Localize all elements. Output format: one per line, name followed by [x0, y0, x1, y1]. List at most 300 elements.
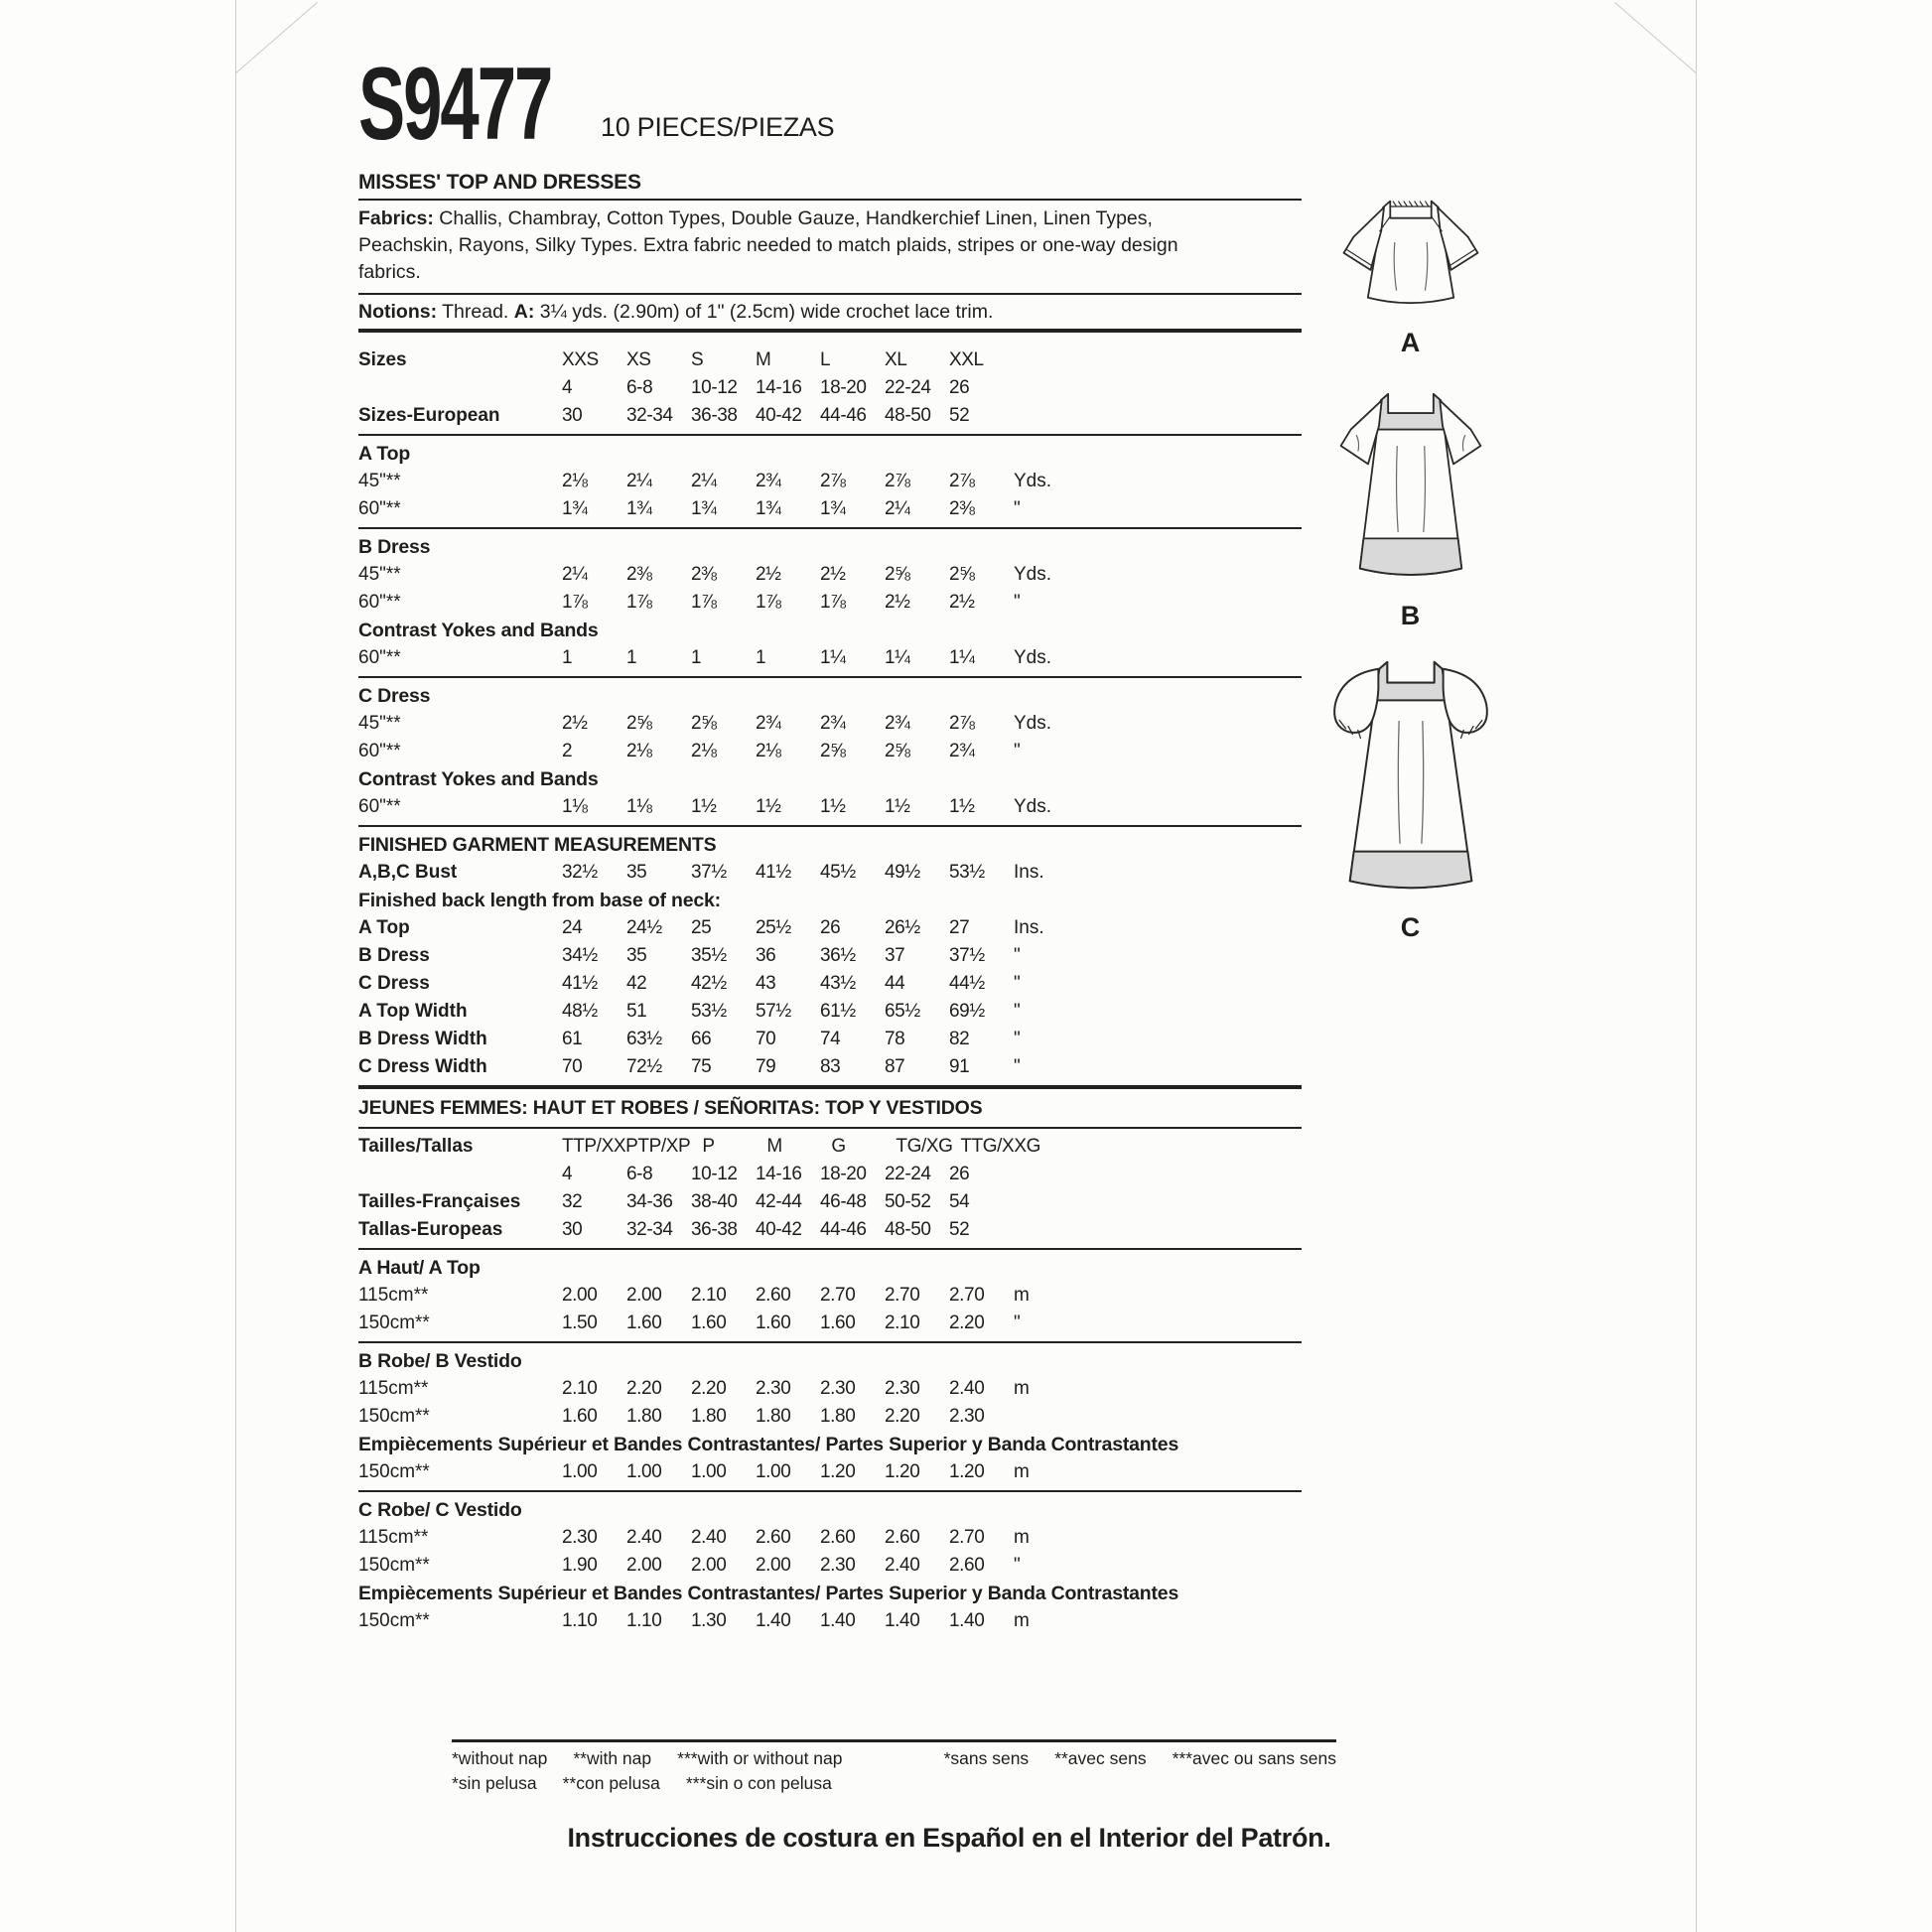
table-cell: 35: [626, 945, 647, 966]
table-cell: 32: [562, 1191, 583, 1212]
unit-cell: Yds.: [1014, 796, 1052, 817]
table-cell: 38-40: [691, 1191, 738, 1212]
section-heading: [358, 682, 1302, 710]
fr-table: [358, 1085, 1302, 1635]
table-cell: 2.30: [949, 1406, 985, 1427]
notions-text: 3¼ yds. (2.90m) of 1" (2.5cm) wide crochet lace trim.: [534, 301, 994, 323]
table-cell: 1¾: [562, 498, 588, 519]
table-cell: 36-38: [691, 405, 738, 426]
section-heading: [358, 887, 1302, 914]
table-row: [358, 914, 1302, 942]
table-cell: 1.30: [691, 1610, 727, 1631]
table-cell: 2.60: [885, 1527, 920, 1548]
section-heading: [358, 1254, 1302, 1282]
table-row: [358, 1310, 1302, 1337]
unit-cell: Yds.: [1014, 471, 1052, 491]
footnote-item: **with nap: [573, 1748, 652, 1768]
table-cell: 1.80: [756, 1406, 791, 1427]
table-cell: 30: [562, 1219, 583, 1240]
garment-label: B: [1400, 601, 1422, 630]
row-label: 150cm**: [358, 1555, 430, 1576]
row-label: 45"**: [358, 564, 401, 585]
spanish-instructions-note: Instrucciones de costura en Español en el Interior del Patrón.: [567, 1823, 1331, 1853]
table-cell: 2⅝: [885, 741, 910, 761]
footnote-item: ***avec ou sans sens: [1172, 1748, 1336, 1768]
footnote-item: *sin pelusa: [452, 1773, 537, 1793]
table-cell: 1¾: [691, 498, 717, 519]
table-cell: 4: [562, 1164, 573, 1184]
table-cell: 2.30: [820, 1555, 856, 1576]
table-cell: 2.70: [885, 1285, 920, 1306]
table-cell: 2⅝: [691, 713, 717, 734]
section-heading-label: B Dress: [358, 536, 431, 558]
table-cell: 65½: [885, 1001, 920, 1022]
section-divider: [358, 676, 1302, 678]
table-cell: 1.60: [626, 1312, 662, 1333]
table-cell: 40-42: [756, 405, 802, 426]
row-label: A Top: [358, 917, 410, 938]
table-cell: 1⅞: [820, 592, 846, 613]
table-cell: L: [820, 349, 831, 370]
table-cell: 40-42: [756, 1219, 802, 1240]
section-divider: [358, 1341, 1302, 1343]
table-row: [358, 710, 1302, 738]
table-row: [358, 738, 1302, 765]
table-cell: 2½: [562, 713, 588, 734]
unit-cell: [1014, 1188, 1073, 1216]
table-cell: 1.50: [562, 1312, 598, 1333]
page-title: MISSES' TOP AND DRESSES: [358, 171, 641, 194]
row-label: Tailles/Tallas: [358, 1136, 474, 1157]
table-cell: 1.20: [820, 1461, 856, 1482]
table-cell: 2.40: [949, 1378, 985, 1399]
section-heading: [358, 1347, 1302, 1375]
unit-cell: m: [1014, 1378, 1030, 1399]
table-cell: 1.60: [756, 1312, 791, 1333]
table-cell: 42: [626, 973, 647, 994]
row-label: 45"**: [358, 713, 401, 734]
table-cell: 2.20: [885, 1406, 920, 1427]
table-cell: 2.60: [949, 1555, 985, 1576]
table-cell: 42½: [691, 973, 727, 994]
table-cell: 54: [949, 1191, 970, 1212]
table-cell: 2.00: [626, 1555, 662, 1576]
fabrics-label: Fabrics:: [358, 207, 434, 229]
section-divider: [358, 199, 1302, 201]
unit-cell: [1014, 1161, 1073, 1188]
table-row: [358, 1026, 1302, 1053]
row-label: 115cm**: [358, 1527, 429, 1548]
table-cell: 2⅛: [756, 741, 781, 761]
envelope-corner-fold: [235, 2, 318, 78]
unit-cell: ": [1014, 1312, 1021, 1333]
table-row: [358, 1375, 1302, 1403]
unit-cell: [1014, 1403, 1073, 1431]
table-cell: 2.00: [691, 1555, 727, 1576]
table-cell: 1.80: [820, 1406, 856, 1427]
unit-cell: ": [1014, 1001, 1021, 1022]
table-cell: 10-12: [691, 1164, 738, 1184]
table-cell: 2.70: [820, 1285, 856, 1306]
section-heading: [358, 440, 1302, 468]
unit-cell: Ins.: [1014, 917, 1044, 938]
table-cell: 44½: [949, 973, 985, 994]
table-cell: 2.70: [949, 1285, 985, 1306]
table-cell: 43½: [820, 973, 856, 994]
section-heading-label: Empiècements Supérieur et Bandes Contrastantes/ Partes Superior y Banda Contrastantes: [358, 1583, 1179, 1604]
notions-thread: Thread.: [437, 301, 514, 323]
table-cell: 32½: [562, 862, 598, 883]
table-cell: 1¾: [756, 498, 781, 519]
table-cell: 35: [626, 862, 647, 883]
section-divider: [358, 1127, 1302, 1129]
table-cell: 82: [949, 1029, 970, 1049]
garment-view-c: [1321, 647, 1500, 943]
table-cell: 2⅛: [626, 741, 652, 761]
table-cell: 1¼: [949, 647, 975, 668]
masthead: [358, 47, 835, 162]
table-cell: 2.10: [885, 1312, 920, 1333]
table-cell: XXL: [949, 349, 984, 370]
table-cell: 70: [562, 1056, 583, 1077]
section-heading: [358, 1093, 1302, 1123]
table-cell: 61: [562, 1029, 583, 1049]
table-cell: 1.40: [820, 1610, 856, 1631]
section-heading: [358, 533, 1302, 561]
table-cell: 2½: [756, 564, 781, 585]
table-cell: 44: [885, 973, 905, 994]
table-cell: 2.40: [691, 1527, 727, 1548]
table-cell: 63½: [626, 1029, 662, 1049]
table-cell: 6-8: [626, 1164, 653, 1184]
table-row: [358, 1607, 1302, 1635]
table-cell: 24: [562, 917, 583, 938]
table-cell: 2⅜: [691, 564, 717, 585]
table-cell: M: [766, 1136, 782, 1157]
table-cell: 1¼: [820, 647, 846, 668]
table-row: [358, 942, 1302, 970]
table-cell: 42-44: [756, 1191, 802, 1212]
table-cell: 2⅜: [626, 564, 652, 585]
table-cell: 2.40: [885, 1555, 920, 1576]
table-cell: P: [702, 1136, 715, 1157]
table-cell: 2.20: [691, 1378, 727, 1399]
section-heading-label: Finished back length from base of neck:: [358, 890, 721, 911]
table-cell: 2.40: [626, 1527, 662, 1548]
table-cell: 1⅞: [756, 592, 781, 613]
row-label: B Dress Width: [358, 1029, 487, 1049]
footnotes: [452, 1739, 1336, 1796]
table-cell: 52: [949, 405, 970, 426]
notions-label: Notions:: [358, 301, 438, 323]
table-cell: XS: [626, 349, 651, 370]
table-cell: 75: [691, 1056, 712, 1077]
section-divider: [358, 1490, 1302, 1492]
table-cell: 37½: [949, 945, 985, 966]
section-heading: [358, 831, 1302, 859]
table-cell: 1.60: [562, 1406, 598, 1427]
garment-c-illustration: [1321, 647, 1500, 907]
table-cell: 66: [691, 1029, 712, 1049]
section-heading-label: Contrast Yokes and Bands: [358, 620, 599, 641]
table-cell: 2.10: [562, 1378, 598, 1399]
footnote-item: ***with or without nap: [677, 1748, 843, 1768]
table-cell: 1.00: [562, 1461, 598, 1482]
row-label: Sizes: [358, 349, 407, 370]
table-cell: 37: [885, 945, 905, 966]
table-cell: 1¾: [626, 498, 652, 519]
unit-cell: [1014, 374, 1073, 402]
table-row: [358, 1053, 1302, 1081]
table-cell: 70: [756, 1029, 776, 1049]
section-heading: [358, 1496, 1302, 1524]
table-cell: XL: [885, 349, 907, 370]
table-cell: 2¼: [626, 471, 652, 491]
row-label: 150cm**: [358, 1610, 430, 1631]
row-label: Tailles-Françaises: [358, 1191, 521, 1212]
table-row: [358, 468, 1302, 495]
table-cell: 32-34: [626, 405, 673, 426]
table-cell: 1.40: [949, 1610, 985, 1631]
unit-cell: m: [1014, 1461, 1030, 1482]
table-cell: 22-24: [885, 377, 931, 398]
table-cell: 26½: [885, 917, 920, 938]
table-cell: 1.60: [820, 1312, 856, 1333]
table-cell: 61½: [820, 1001, 856, 1022]
table-cell: 26: [949, 377, 970, 398]
pattern-envelope-back: [235, 0, 1697, 1932]
table-row: [358, 1552, 1302, 1580]
section-heading-label: B Robe/ B Vestido: [358, 1350, 522, 1372]
table-cell: 1½: [756, 796, 781, 817]
table-cell: 2⅛: [562, 471, 588, 491]
table-cell: 2⅞: [949, 713, 975, 734]
table-cell: 4: [562, 377, 573, 398]
table-row: [358, 644, 1302, 672]
table-cell: 18-20: [820, 1164, 867, 1184]
table-cell: 87: [885, 1056, 905, 1077]
table-cell: 37½: [691, 862, 727, 883]
table-cell: 2⅝: [949, 564, 975, 585]
unit-cell: [1014, 346, 1073, 374]
section-divider: [358, 1248, 1302, 1250]
row-label: 45"**: [358, 471, 401, 491]
table-cell: 2¾: [756, 471, 781, 491]
garment-view-a: [1321, 189, 1500, 358]
table-cell: 25½: [756, 917, 791, 938]
table-cell: 2⅜: [949, 498, 975, 519]
pieces-count: 10 PIECES/PIEZAS: [601, 112, 835, 142]
table-cell: 41½: [756, 862, 791, 883]
table-cell: 1¼: [885, 647, 910, 668]
table-cell: S: [691, 349, 704, 370]
table-row: [358, 561, 1302, 589]
row-label: C Dress: [358, 973, 430, 994]
table-cell: 1: [626, 647, 637, 668]
table-cell: 72½: [626, 1056, 662, 1077]
garment-label: A: [1400, 328, 1422, 357]
row-label: A,B,C Bust: [358, 862, 458, 883]
row-label: [358, 374, 562, 402]
section-divider: [358, 293, 1302, 295]
table-cell: 24½: [626, 917, 662, 938]
footnote-line-1: [452, 1746, 1336, 1771]
unit-cell: [1040, 1133, 1100, 1161]
row-label: 150cm**: [358, 1312, 430, 1333]
section-divider: [358, 825, 1302, 827]
garment-view-b: [1321, 382, 1500, 631]
table-row: [358, 495, 1302, 523]
row-label: 60"**: [358, 592, 401, 613]
footnote-item: **avec sens: [1054, 1748, 1147, 1768]
table-cell: 69½: [949, 1001, 985, 1022]
table-cell: 1⅛: [626, 796, 652, 817]
table-cell: 2¾: [885, 713, 910, 734]
table-cell: 53½: [949, 862, 985, 883]
section-heading-label: A Haut/ A Top: [358, 1257, 481, 1279]
table-row: [358, 859, 1302, 887]
row-label: 150cm**: [358, 1406, 430, 1427]
table-cell: 83: [820, 1056, 841, 1077]
table-cell: 50-52: [885, 1191, 931, 1212]
row-label: Tallas-Europeas: [358, 1219, 503, 1240]
table-cell: 1⅞: [626, 592, 652, 613]
unit-cell: ": [1014, 1555, 1021, 1576]
section-heading: [358, 1580, 1302, 1607]
table-cell: XXS: [562, 349, 599, 370]
table-row: [358, 1188, 1302, 1216]
table-cell: 26: [820, 917, 841, 938]
table-row: [358, 346, 1302, 374]
footnote-group-spanish: [452, 1771, 832, 1796]
table-cell: 48-50: [885, 1219, 931, 1240]
table-cell: 1: [691, 647, 702, 668]
table-cell: 2.70: [949, 1527, 985, 1548]
table-cell: 79: [756, 1056, 776, 1077]
table-cell: 2¾: [949, 741, 975, 761]
unit-cell: Yds.: [1014, 713, 1052, 734]
unit-cell: Yds.: [1014, 564, 1052, 585]
table-cell: 46-48: [820, 1191, 867, 1212]
row-label: A Top Width: [358, 1001, 468, 1022]
table-cell: 43: [756, 973, 776, 994]
table-cell: 6-8: [626, 377, 653, 398]
row-label: 150cm**: [358, 1461, 430, 1482]
row-label: 60"**: [358, 647, 401, 668]
table-cell: 1¾: [820, 498, 846, 519]
unit-cell: Yds.: [1014, 647, 1052, 668]
garment-b-illustration: [1321, 382, 1500, 596]
unit-cell: ": [1014, 592, 1021, 613]
table-cell: 2⅝: [626, 713, 652, 734]
table-cell: 2.30: [820, 1378, 856, 1399]
unit-cell: Ins.: [1014, 862, 1044, 883]
table-cell: 30: [562, 405, 583, 426]
table-cell: 36-38: [691, 1219, 738, 1240]
table-cell: 48½: [562, 1001, 598, 1022]
table-cell: 27: [949, 917, 970, 938]
table-row: [358, 1216, 1302, 1244]
table-cell: 18-20: [820, 377, 867, 398]
table-cell: 1.80: [691, 1406, 727, 1427]
table-cell: 22-24: [885, 1164, 931, 1184]
row-label: Sizes-European: [358, 405, 500, 426]
table-cell: 1.10: [626, 1610, 662, 1631]
fabrics-paragraph: [358, 206, 1190, 286]
unit-cell: ": [1014, 1029, 1021, 1049]
garment-a-illustration: [1321, 189, 1500, 323]
table-cell: 2.60: [820, 1527, 856, 1548]
footnote-item: **con pelusa: [562, 1773, 660, 1793]
table-cell: 1½: [820, 796, 846, 817]
table-cell: G: [831, 1136, 846, 1157]
table-cell: 49½: [885, 862, 920, 883]
section-heading-label: C Robe/ C Vestido: [358, 1499, 522, 1521]
table-cell: 2¾: [820, 713, 846, 734]
fabrics-text: Challis, Chambray, Cotton Types, Double Gauze, Handkerchief Linen, Linen Types, Peachskin, Rayons, Silky Types. Extra fabric needed to match plaids, stripes or one-way design fabrics.: [358, 207, 1178, 283]
section-heading-label: Empiècements Supérieur et Bandes Contrastantes/ Partes Superior y Banda Contrastantes: [358, 1434, 1179, 1455]
table-cell: 2.30: [885, 1378, 920, 1399]
table-cell: TTP/XXP: [562, 1136, 638, 1157]
table-cell: 2½: [820, 564, 846, 585]
table-cell: 41½: [562, 973, 598, 994]
footnote-item: ***sin o con pelusa: [685, 1773, 832, 1793]
table-cell: 51: [626, 1001, 647, 1022]
section-heading-label: A Top: [358, 443, 411, 465]
table-cell: 53½: [691, 1001, 727, 1022]
table-row: [358, 402, 1302, 430]
table-cell: 14-16: [756, 1164, 802, 1184]
table-cell: TG/XG: [896, 1136, 953, 1157]
row-label: 60"**: [358, 498, 401, 519]
table-row: [358, 1161, 1302, 1188]
envelope-corner-fold: [1614, 2, 1697, 78]
table-cell: 74: [820, 1029, 841, 1049]
table-cell: 26: [949, 1164, 970, 1184]
section-heading-label: C Dress: [358, 685, 431, 707]
table-cell: 1.40: [756, 1610, 791, 1631]
table-row: [358, 1458, 1302, 1486]
pattern-number: S9477: [358, 47, 552, 162]
table-cell: 1.60: [691, 1312, 727, 1333]
table-row: [358, 1282, 1302, 1310]
en-table: [358, 346, 1302, 1081]
table-cell: 2.30: [756, 1378, 791, 1399]
table-cell: 57½: [756, 1001, 791, 1022]
section-heading: [358, 765, 1302, 793]
footnote-group-french: [944, 1746, 1336, 1771]
row-label: C Dress Width: [358, 1056, 487, 1077]
unit-cell: m: [1014, 1610, 1030, 1631]
table-row: [358, 1403, 1302, 1431]
unit-cell: ": [1014, 973, 1021, 994]
table-cell: 1.00: [691, 1461, 727, 1482]
table-row: [358, 374, 1302, 402]
table-cell: 2¼: [562, 564, 588, 585]
table-cell: 1½: [885, 796, 910, 817]
table-cell: 1½: [949, 796, 975, 817]
table-cell: 35½: [691, 945, 727, 966]
section-heading-label: FINISHED GARMENT MEASUREMENTS: [358, 834, 717, 856]
unit-cell: [1014, 402, 1073, 430]
unit-cell: m: [1014, 1527, 1030, 1548]
table-cell: 2.60: [756, 1285, 791, 1306]
table-cell: 2.00: [756, 1555, 791, 1576]
table-cell: 2⅝: [885, 564, 910, 585]
unit-cell: m: [1014, 1285, 1030, 1306]
table-cell: 2.60: [756, 1527, 791, 1548]
section-divider: [358, 1085, 1302, 1089]
